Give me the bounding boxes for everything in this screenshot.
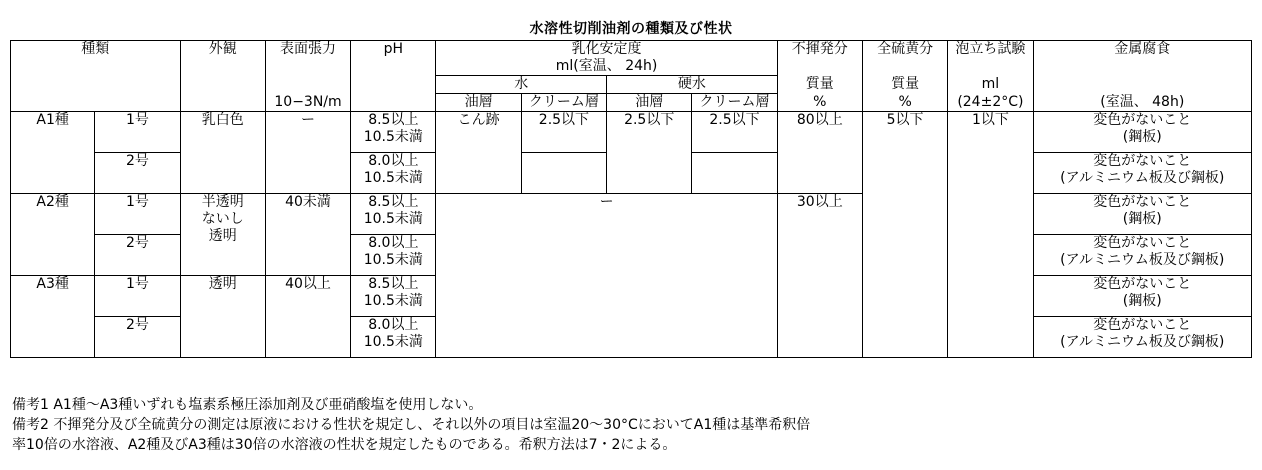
sulfur-unit-percent: % [862, 94, 947, 112]
table-row [11, 112, 1252, 153]
note-1: 備考1 A1種〜A3種いずれも塩素系極圧添加剤及び亜硝酸塩を使用しない。 [12, 397, 483, 413]
a2-no1-corrosion: 変色がないこと (鋼板) [1033, 194, 1251, 235]
a3-no2: 2号 [95, 317, 180, 358]
a1-foam: 1以下 [948, 112, 1033, 194]
a1-no2-corrosion: 変色がないこと (アルミニウム板及び鋼板) [1033, 153, 1251, 194]
a1-tension: ー [265, 112, 350, 194]
header-ph: pH [351, 41, 436, 59]
a2-appearance: 半透明 ないし 透明 [180, 194, 265, 276]
a2-tension: 40未満 [265, 194, 350, 276]
kind-a3: A3種 [11, 276, 95, 358]
a3-no1-corrosion: 変色がないこと (鋼板) [1033, 276, 1251, 317]
tension-unit: 10−3N/m [265, 94, 350, 112]
a1-no1: 1号 [95, 112, 180, 153]
nonvolatile-unit-percent: % [777, 94, 862, 112]
a3-no1-ph: 8.5以上 10.5未満 [351, 276, 436, 317]
spec-table [10, 40, 1252, 358]
corrosion-condition: (室温、 48h) [1033, 94, 1251, 112]
header-emulsion: 乳化安定度 [436, 41, 777, 59]
header-nonvolatile: 不揮発分 [777, 41, 862, 59]
a3-no2-ph: 8.0以上 10.5未満 [351, 317, 436, 358]
header-emulsion-condition: ml(室温、 24h) [436, 58, 777, 76]
note-2-line-1: 備考2 不揮発分及び全硫黄分の測定は原液における性状を規定し、それ以外の項目は室温20〜30°CにおいてA1種は基準希釈倍 [12, 417, 811, 433]
a1-appearance: 乳白色 [180, 112, 265, 194]
header-tension: 表面張力 [265, 41, 350, 59]
a1-water-cream: 2.5以下 [521, 112, 606, 153]
a1-no2-nonvolatile: 30以上 [777, 194, 862, 358]
a1-no2-ph: 8.0以上 10.5未満 [351, 153, 436, 194]
a3-appearance: 透明 [180, 276, 265, 358]
a1-no1-corrosion: 変色がないこと (鋼板) [1033, 112, 1251, 153]
a3-tension: 40以上 [265, 276, 350, 358]
a2-no2: 2号 [95, 235, 180, 276]
header-water: 水 [436, 76, 607, 94]
header-hard-oil: 油層 [607, 94, 692, 112]
a1-water-oil: こん跡 [436, 112, 521, 153]
kind-a1: A1種 [11, 112, 95, 194]
header-corrosion: 金属腐食 [1033, 41, 1251, 59]
header-foam: 泡立ち試験 [948, 41, 1033, 59]
a2-no1: 1号 [95, 194, 180, 235]
a1-hard-cream: 2.5以下 [692, 112, 777, 153]
a1-sulfur: 5以下 [862, 112, 947, 194]
a2-no1-ph: 8.5以上 10.5未満 [351, 194, 436, 235]
a1-hard-oil: 2.5以下 [607, 112, 692, 153]
a1-no2: 2号 [95, 153, 180, 194]
a1-nonvolatile: 80以上 [777, 112, 862, 153]
nonvolatile-unit-mass: 質量 [777, 76, 862, 94]
notes [12, 395, 810, 455]
table-row [11, 194, 1252, 235]
a1-no1-ph: 8.5以上 10.5未満 [351, 112, 436, 153]
table-title: 水溶性切削油剤の種類及び性状 [529, 21, 733, 37]
header-water-cream: クリーム層 [521, 94, 606, 112]
a2-no2-ph: 8.0以上 10.5未満 [351, 235, 436, 276]
a3-no1: 1号 [95, 276, 180, 317]
header-appearance: 外観 [180, 41, 265, 59]
foam-unit-ml: ml [948, 76, 1033, 94]
header-sulfur: 全硫黄分 [862, 41, 947, 59]
a3-no2-corrosion: 変色がないこと (アルミニウム板及び鋼板) [1033, 317, 1251, 358]
header-hard-water: 硬水 [607, 76, 778, 94]
header-hard-cream: クリーム層 [692, 94, 777, 112]
header-water-oil: 油層 [436, 94, 521, 112]
a2-no2-corrosion: 変色がないこと (アルミニウム板及び鋼板) [1033, 235, 1251, 276]
kind-a2: A2種 [11, 194, 95, 276]
header-kind: 種類 [11, 41, 181, 59]
sulfur-unit-mass: 質量 [862, 76, 947, 94]
foam-unit-temp: (24±2°C) [948, 94, 1033, 112]
note-2-line-2: 率10倍の水溶液、A2種及びA3種は30倍の水溶液の性状を規定したものである。希釈方法は7・2による。 [12, 437, 677, 453]
emulsion-dash: ー [436, 194, 777, 358]
